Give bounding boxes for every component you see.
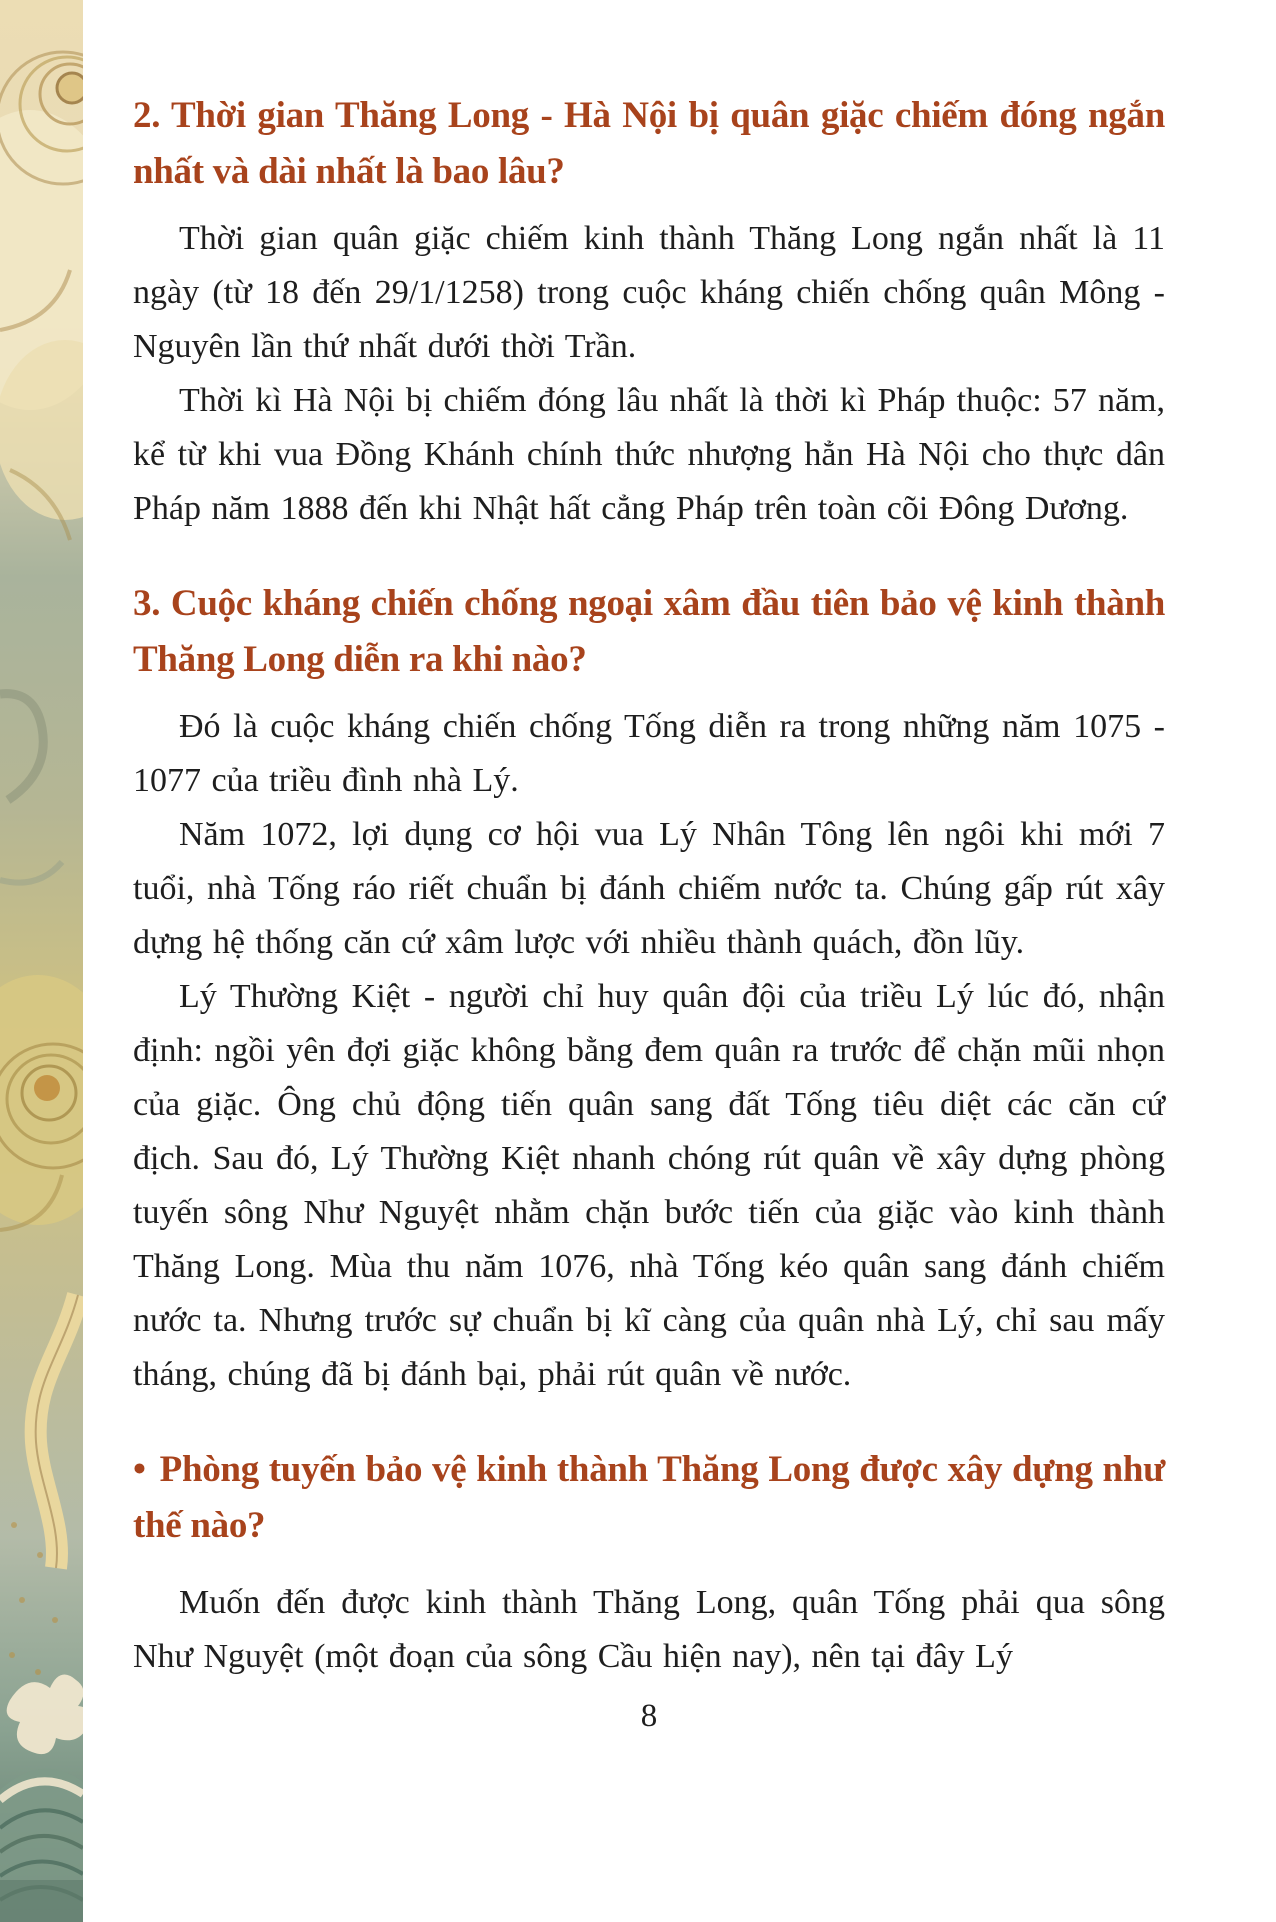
- page-number: 8: [640, 1698, 658, 1734]
- bullet-icon: •: [133, 1449, 146, 1490]
- question-3-paragraph-2: Năm 1072, lợi dụng cơ hội vua Lý Nhân Tông lên ngôi khi mới 7 tuổi, nhà Tống ráo riết chuẩn bị đánh chiếm nước ta. Chúng gấp rút xây dựng hệ thống căn cứ xâm lược với nhiều thành quách, đồn lũy.: [133, 816, 1165, 961]
- text-column: [133, 88, 1165, 1735]
- question-3-heading: 3. Cuộc kháng chiến chống ngoại xâm đầu tiên bảo vệ kinh thành Thăng Long diễn ra khi nào?: [133, 583, 1165, 680]
- question-2-heading: 2. Thời gian Thăng Long - Hà Nội bị quân giặc chiếm đóng ngắn nhất và dài nhất là bao lâu?: [133, 95, 1165, 192]
- question-2-paragraph-2: Thời kì Hà Nội bị chiếm đóng lâu nhất là thời kì Pháp thuộc: 57 năm, kể từ khi vua Đồng Khánh chính thức nhượng hẳn Hà Nội cho thực dân Pháp năm 1888 đến khi Nhật hất cẳng Pháp trên toàn cõi Đông Dương.: [133, 382, 1165, 527]
- question-2-paragraph-1: Thời gian quân giặc chiếm kinh thành Thăng Long ngắn nhất là 11 ngày (từ 18 đến 29/1/1258) trong cuộc kháng chiến chống quân Mông - Nguyên lần thứ nhất dưới thời Trần.: [133, 220, 1165, 365]
- cloud-wave-border-illustration: [0, 0, 83, 1922]
- sub-question-paragraph-1: Muốn đến được kinh thành Thăng Long, quân Tống phải qua sông Như Nguyệt (một đoạn của sông Cầu hiện nay), nên tại đây Lý: [133, 1584, 1165, 1675]
- sub-question-heading-text: Phòng tuyến bảo vệ kinh thành Thăng Long được xây dựng như thế nào?: [133, 1449, 1165, 1546]
- sub-question-heading: [133, 1442, 1165, 1554]
- question-3-paragraph-1: Đó là cuộc kháng chiến chống Tống diễn ra trong những năm 1075 - 1077 của triều đình nhà Lý.: [133, 708, 1165, 799]
- question-3-paragraph-3: Lý Thường Kiệt - người chỉ huy quân đội của triều Lý lúc đó, nhận định: ngồi yên đợi giặc không bằng đem quân ra trước để chặn mũi nhọn của giặc. Ông chủ động tiến quân sang đất Tống tiêu diệt các căn cứ địch. Sau đó, Lý Thường Kiệt nhanh chóng rút quân về xây dựng phòng tuyến sông Như Nguyệt nhằm chặn bước tiến của giặc vào kinh thành Thăng Long. Mùa thu năm 1076, nhà Tống kéo quân sang đánh chiếm nước ta. Nhưng trước sự chuẩn bị kĩ càng của quân nhà Lý, chỉ sau mấy tháng, chúng đã bị đánh bại, phải rút quân về nước.: [133, 978, 1165, 1393]
